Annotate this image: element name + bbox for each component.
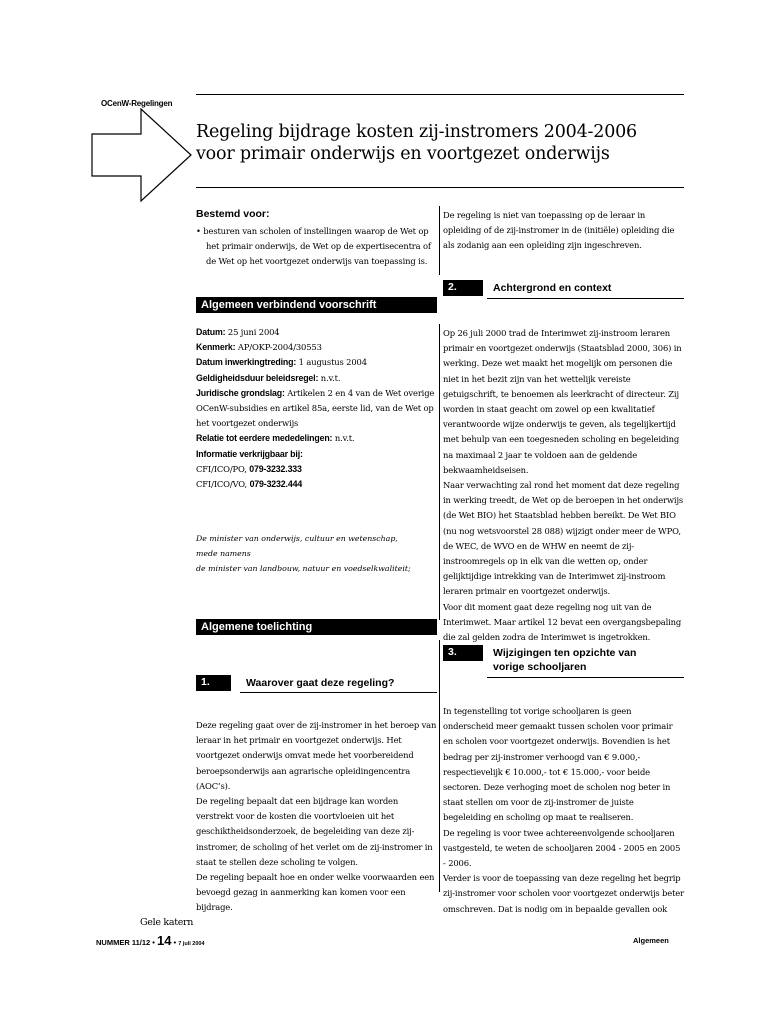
signature-line-2: mede namens xyxy=(196,549,251,558)
datum-row xyxy=(196,325,437,340)
section-3-number: 3. xyxy=(448,646,457,658)
info-row xyxy=(196,447,437,462)
section-1-number: 1. xyxy=(201,676,210,688)
section-1-rule xyxy=(240,692,437,693)
relatie-label: Relatie tot eerdere mededelingen: xyxy=(196,433,333,444)
avv-details xyxy=(196,325,437,492)
issue-suffix: • xyxy=(171,938,179,947)
jur-label: Juridische grondslag: xyxy=(196,387,285,398)
title-line-2: voor primair onderwijs en voortgezet onderwijs xyxy=(196,144,610,164)
footer-brand: Gele katern xyxy=(140,917,194,928)
vo-prefix: CFI/ICO/VO, xyxy=(196,479,250,490)
column-divider xyxy=(439,206,440,275)
datum-value: 25 juni 2004 xyxy=(225,327,280,337)
section-1-paragraph: De regeling bepaalt hoe en onder welke voorwaarden een bevoegd gezag in aanmerking kan komen voor een bijdrage. xyxy=(196,872,435,913)
bestemd-list xyxy=(196,224,437,270)
kenmerk-label: Kenmerk: xyxy=(196,342,236,353)
section-2-body xyxy=(443,326,684,645)
footer-issue xyxy=(96,933,205,948)
po-prefix: CFI/ICO/PO, xyxy=(196,463,250,474)
section-3-paragraph: Verder is voor de toepassing van deze regeling het begrip zij-instromer voor scholen voor voortgezet onderwijs beter omschreven. Dat is nodig om in bepaalde gevallen ook xyxy=(443,873,684,914)
issue-date: 7 juli 2004 xyxy=(178,941,205,947)
section-3-title-line-1: Wijzigingen ten opzichte van xyxy=(493,647,637,659)
geldig-value: n.v.t. xyxy=(318,372,341,383)
po-phone: 079-3232.333 xyxy=(249,463,302,474)
section-2-paragraph: Op 26 juli 2000 trad de Interimwet zij-instroom leraren primair en voortgezet onderwijs (Staatsblad 2000, 306) in werking. Deze wet maakt het mogelijk om personen die niet in het bezit zijn van het wettelijk vereiste getuigschrift, te benoemen als leerkracht of directeur. Zij worden in staat geacht om zowel op een kwalitatief verantwoorde wijze onderwijs te geven, als tegelijkertijd met behulp van een toegesneden scholing en begeleiding na maximaal 2 jaar te voldoen aan de geldende bekwaamheidseisen. xyxy=(443,328,682,475)
relatie-value: n.v.t. xyxy=(332,433,355,444)
issue-prefix: NUMMER 11/12 • xyxy=(96,938,157,947)
signature-line-3: de minister van landbouw, natuur en voedselkwaliteit; xyxy=(196,564,411,573)
geldig-label: Geldigheidsduur beleidsregel: xyxy=(196,372,319,383)
section-3-rule xyxy=(487,677,684,678)
section-3-paragraph: De regeling is voor twee achtereenvolgende schooljaren vastgesteld, te weten de schooljaren 2004 - 2005 en 2005 - 2006. xyxy=(443,827,681,869)
jur-row xyxy=(196,386,437,432)
section-2-number: 2. xyxy=(448,281,457,293)
section-1-paragraph: Deze regeling gaat over de zij-instromer in het beroep van leraar in het primair en voortgezet onderwijs. Het voortgezet onderwijs omvat mede het voorbereidend beroepsonderwijs aan agrarische opleidingencentra (AOC’s). xyxy=(196,720,437,791)
vo-phone: 079-3232.444 xyxy=(249,479,303,490)
relatie-row xyxy=(196,431,437,446)
section-3-body xyxy=(443,704,684,917)
geldig-row xyxy=(196,371,437,386)
bestemd-bullet: • besturen van scholen of instellingen waarop de Wet op het primair onderwijs, de Wet op de expertisecentra of de Wet op het voortgezet onderwijs van toepassing is. xyxy=(196,226,431,267)
section-3-title-line-2: vorige schooljaren xyxy=(493,661,587,673)
section-2-paragraph: Voor dit moment gaat deze regeling nog uit van de Interimwet. Maar artikel 12 bevat een overgangsbepaling die zal gelden zodra de Interimwet is ingetrokken. xyxy=(443,601,682,643)
arrow-icon xyxy=(91,108,193,202)
section-1-body xyxy=(196,718,437,916)
datum-label: Datum: xyxy=(196,327,226,337)
inwerking-label: Datum inwerkingtreding: xyxy=(196,357,297,368)
section-1-paragraph: De regeling bepaalt dat een bijdrage kan worden verstrekt voor de kosten die voortvloeien uit het geschiktheidsonderzoek, de begeleiding van deze zij-instromer, de scholing of het verlet om de zij-instromer in staat te stellen deze scholing te volgen. xyxy=(196,796,433,867)
section-2-title: Achtergrond en context xyxy=(493,282,612,294)
info-label: Informatie verkrijgbaar bij: xyxy=(196,448,303,459)
bestemd-heading: Bestemd voor: xyxy=(196,208,270,220)
inwerking-row xyxy=(196,355,437,370)
header-rule-bottom xyxy=(196,187,684,188)
po-row xyxy=(196,462,437,477)
section-1-title: Waarover gaat deze regeling? xyxy=(246,677,395,689)
section-2-rule xyxy=(487,298,684,299)
signature-block xyxy=(196,531,437,576)
header-rule-top xyxy=(196,94,684,95)
vo-row xyxy=(196,477,437,492)
section-3-title xyxy=(493,646,636,674)
page-title xyxy=(196,121,696,165)
section-3-paragraph: In tegenstelling tot vorige schooljaren is geen onderscheid meer gemaakt tussen scholen voor primair en scholen voor voortgezet onderwijs. Bovendien is het bedrag per zij-instromer verhoogd van € 9.000,- respectievelijk € 10.000,- tot € 15.000,- voor beide sectoren. Deze verhoging moet de scholen nog beter in staat stellen om voor de zij-instromer de juiste begeleiding en scholing op maat te realiseren. xyxy=(443,706,673,823)
footer-section: Algemeen xyxy=(633,936,669,945)
page-number: 14 xyxy=(156,933,172,948)
avv-bar: Algemeen verbindend voorschrift xyxy=(196,297,437,313)
inwerking-value: 1 augustus 2004 xyxy=(296,357,367,368)
jur-value: Artikelen 2 en 4 van de Wet overige OCenW-subsidies en artikel 85a, eerste lid, van de Wet op het voortgezet onderwijs xyxy=(196,387,435,429)
toelichting-bar: Algemene toelichting xyxy=(196,619,437,635)
kenmerk-row xyxy=(196,340,437,355)
series-label: OCenW-Regelingen xyxy=(101,99,173,108)
column-divider xyxy=(439,324,440,620)
title-line-1: Regeling bijdrage kosten zij-instromers 2004-2006 xyxy=(196,122,637,142)
column-divider xyxy=(439,640,440,892)
kenmerk-value: AP/OKP-2004/30553 xyxy=(235,342,322,353)
section-2-paragraph: Naar verwachting zal rond het moment dat deze regeling in werking treedt, de Wet op de beroepen in het onderwijs (de Wet BIO) het Staatsblad hebben bereikt. De Wet BIO (nu nog wetsvoorstel 28 088) wijzigt onder meer de WPO, de WEC, de WVO en de WHW en neemt de zij-instroomregels op in elk van die wetten op, onder gelijktijdige intrekking van de Interimwet zij-instroom leraren primair en voortgezet onderwijs. xyxy=(443,480,684,597)
right-intro: De regeling is niet van toepassing op de leraar in opleiding of de zij-instromer in de (initiële) opleiding die als zodanig aan een opleiding zijn ingeschreven. xyxy=(443,210,675,251)
signature-line-1: De minister van onderwijs, cultuur en wetenschap, xyxy=(196,534,398,543)
